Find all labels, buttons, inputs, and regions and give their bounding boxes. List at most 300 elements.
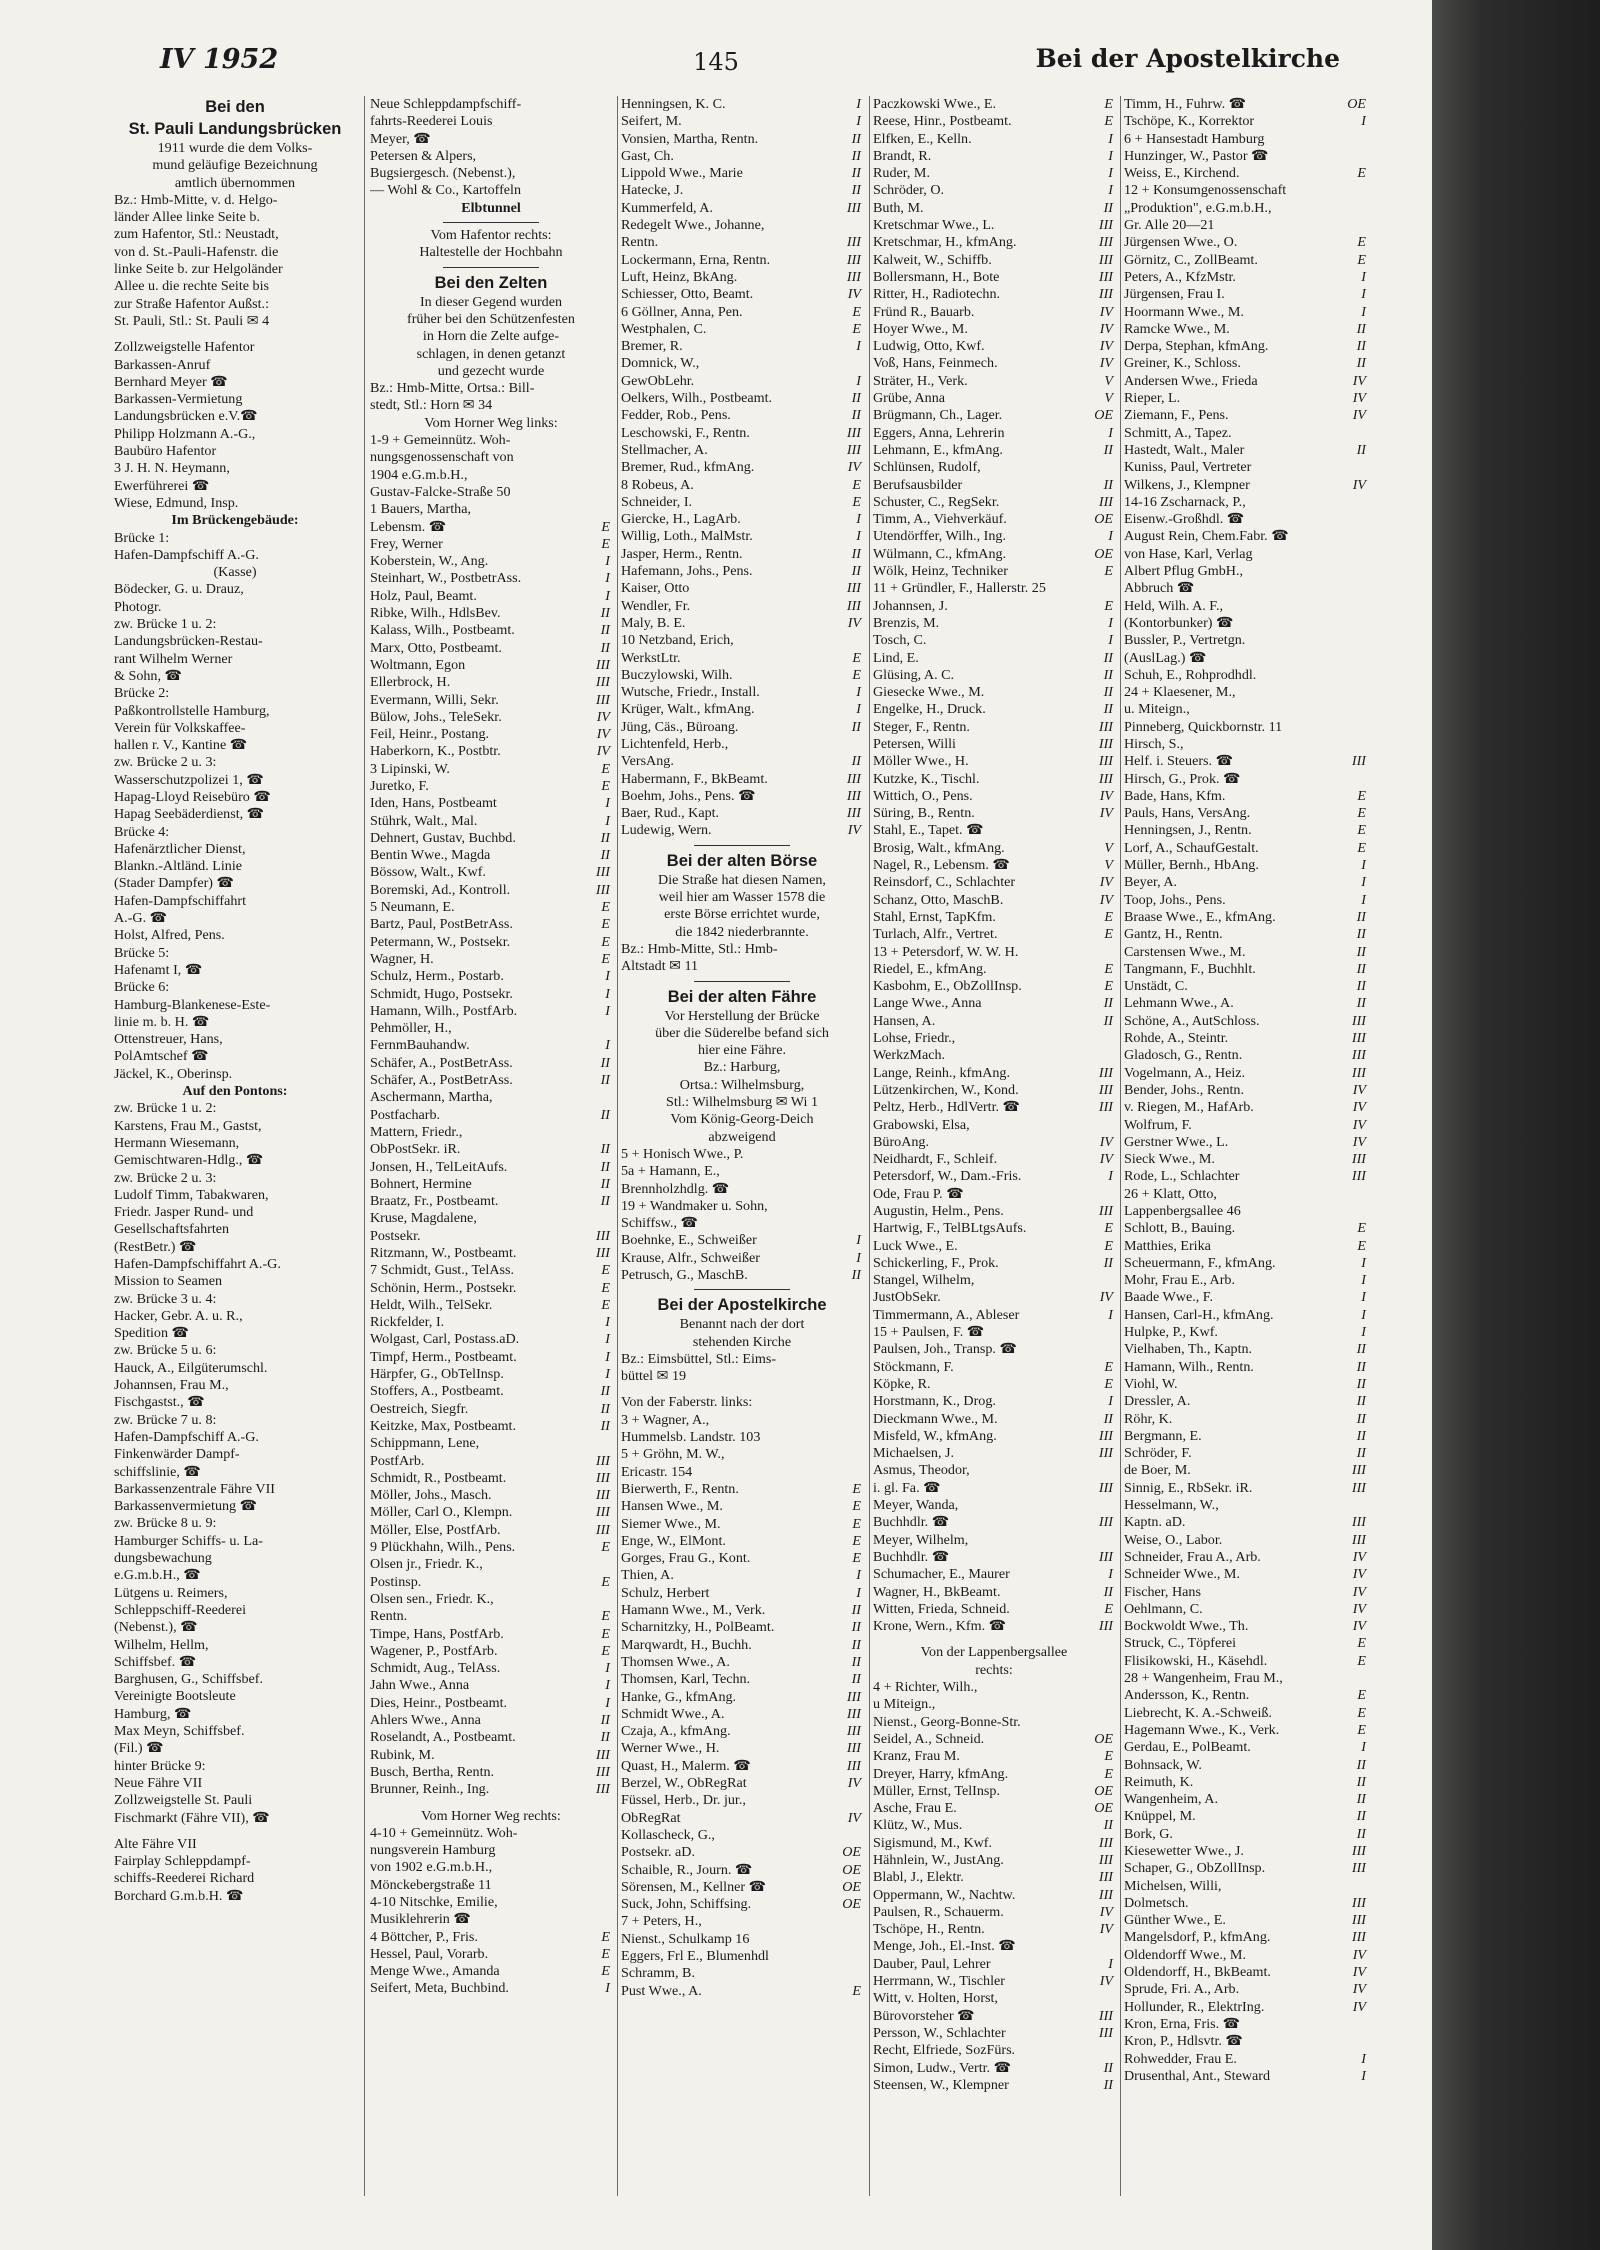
directory-line (621, 304, 863, 321)
entry-text: Lockermann, Erna, Rentn. (621, 251, 771, 268)
directory-line (621, 1948, 863, 1965)
entry-text: St. Pauli Landungsbrücken (128, 120, 342, 138)
section-rule (370, 262, 612, 272)
directory-line (370, 1608, 612, 1625)
floor-tag: I (1361, 286, 1366, 303)
entry-text: Zollzweigstelle St. Pauli (114, 1792, 253, 1809)
column-divider (869, 96, 870, 2196)
directory-line (621, 1498, 863, 1515)
entry-text: Bohnert, Hermine (370, 1175, 472, 1192)
directory-line (370, 1539, 612, 1556)
directory-line (873, 1956, 1115, 1973)
floor-tag: II (1103, 701, 1113, 718)
directory-line (873, 234, 1115, 251)
entry-text: JustObSekr. (873, 1289, 941, 1306)
entry-text: Möller, Carl O., Klempn. (370, 1504, 513, 1521)
directory-line (114, 1836, 356, 1853)
entry-text: Schneider, I. (621, 493, 693, 510)
directory-line (873, 1099, 1115, 1116)
directory-line (1124, 1532, 1368, 1549)
directory-line (1124, 736, 1368, 753)
directory-line (873, 1272, 1115, 1289)
directory-line (114, 1827, 356, 1836)
directory-line (873, 442, 1115, 459)
entry-text: Hollunder, R., ElektrIng. (1124, 1998, 1265, 2015)
entry-text: Wasserschutzpolizei 1, ☎ (114, 771, 264, 788)
directory-line (1124, 961, 1368, 978)
floor-tag: II (1103, 2059, 1113, 2076)
directory-line (873, 632, 1115, 649)
entry-text: Fairplay Schleppdampf- (114, 1853, 251, 1870)
entry-text: und gezecht wurde (437, 362, 545, 379)
entry-text: Bei der Apostelkirche (657, 1296, 827, 1315)
directory-line (114, 1429, 356, 1446)
directory-line (873, 1393, 1115, 1410)
floor-tag: IV (1099, 874, 1113, 891)
entry-text: hallen r. V., Kantine ☎ (114, 737, 248, 754)
directory-line (621, 528, 863, 545)
entry-text: Tschöpe, K., Korrektor (1124, 113, 1255, 130)
directory-line (370, 1825, 612, 1842)
directory-line (621, 1550, 863, 1567)
directory-line (1124, 1670, 1368, 1687)
directory-line (1124, 1117, 1368, 1134)
entry-text: Keitzke, Max, Postbeamt. (370, 1417, 516, 1434)
entry-text: Marqwardt, H., Buchh. (621, 1636, 752, 1653)
directory-line (873, 926, 1115, 943)
directory-line (370, 1435, 612, 1452)
floor-tag: IV (1099, 1973, 1113, 1990)
entry-text: Feil, Heinr., Postang. (370, 726, 490, 743)
floor-tag: I (1108, 1393, 1113, 1410)
floor-tag: II (1356, 355, 1366, 372)
floor-tag: OE (1094, 407, 1113, 424)
directory-line (370, 692, 612, 709)
directory-line (873, 1714, 1115, 1731)
directory-line (114, 599, 356, 616)
directory-line (873, 805, 1115, 822)
floor-tag: III (846, 580, 861, 597)
entry-text: Wolfrum, F. (1124, 1116, 1192, 1133)
directory-line (873, 978, 1115, 995)
directory-line (1124, 511, 1368, 528)
directory-line (873, 1341, 1115, 1358)
entry-text: (AuslLag.) ☎ (1124, 649, 1207, 666)
entry-text: Hauck, A., Eilgüterumschl. (114, 1359, 268, 1376)
entry-text: Wagner, H., BkBeamt. (873, 1583, 1001, 1600)
directory-line (873, 1696, 1115, 1713)
floor-tag: II (1356, 926, 1366, 943)
entry-text: Gesellschaftsfahrten (114, 1221, 230, 1238)
directory-line (621, 650, 863, 667)
floor-tag: E (1104, 908, 1113, 925)
directory-line (1124, 563, 1368, 580)
directory-line (621, 459, 863, 476)
entry-text: Rickfelder, I. (370, 1314, 445, 1331)
directory-line (114, 1446, 356, 1463)
directory-line (873, 217, 1115, 234)
directory-line (370, 916, 612, 933)
directory-line (1124, 1099, 1368, 1116)
entry-text: Bork, G. (1124, 1825, 1173, 1842)
section-heading (114, 96, 356, 118)
directory-line (621, 269, 863, 286)
entry-text: Marx, Otto, Postbeamt. (370, 639, 502, 656)
entry-text: 5a + Hamann, E., (621, 1163, 720, 1180)
entry-text: Kron, Erna, Fris. ☎ (1124, 2015, 1241, 2032)
floor-tag: III (1351, 1929, 1366, 1946)
entry-text: Krone, Wern., Kfm. ☎ (873, 1618, 1007, 1635)
floor-tag: IV (1099, 805, 1113, 822)
directory-line (114, 1853, 356, 1870)
entry-text: Blabl, J., Elektr. (873, 1869, 964, 1886)
floor-tag: I (605, 1348, 610, 1365)
directory-line (873, 1445, 1115, 1462)
directory-line (621, 1385, 863, 1394)
directory-line (370, 1963, 612, 1980)
entry-text: Wilhelm, Hellm, (114, 1636, 209, 1653)
entry-text: Tschöpe, H., Rentn. (873, 1921, 985, 1938)
directory-line (1124, 1255, 1368, 1272)
directory-line (1124, 1549, 1368, 1566)
directory-line (1124, 1566, 1368, 1583)
directory-line (621, 1896, 863, 1913)
floor-tag: II (851, 147, 861, 164)
entry-text: Gerstner Wwe., L. (1124, 1133, 1229, 1150)
directory-line (1124, 1376, 1368, 1393)
entry-text: Hansen Wwe., M. (621, 1498, 723, 1515)
entry-text: Landungsbrücken e.V.☎ (114, 408, 258, 425)
directory-line (621, 805, 863, 822)
directory-line (1124, 1168, 1368, 1185)
entry-text: Rohde, A., Steintr. (1124, 1030, 1229, 1047)
entry-text: Borchard G.m.b.H. ☎ (114, 1887, 244, 1904)
directory-line (370, 570, 612, 587)
directory-line (621, 1446, 863, 1463)
entry-text: Lorf, A., SchaufGestalt. (1124, 839, 1259, 856)
floor-tag: IV (596, 726, 610, 743)
directory-line (1124, 459, 1368, 476)
directory-line (1124, 2033, 1368, 2050)
entry-text: Kalass, Wilh., Postbeamt. (370, 622, 515, 639)
directory-line (621, 407, 863, 424)
floor-tag: E (1357, 1220, 1366, 1237)
directory-line (1124, 131, 1368, 148)
entry-text: Krüger, Walt., kfmAng. (621, 701, 755, 718)
entry-text: Hafen-Dampfschiff A.-G. (114, 1428, 259, 1445)
entry-text: Stangel, Wilhelm, (873, 1272, 975, 1289)
entry-text: Bössow, Walt., Kwf. (370, 864, 486, 881)
directory-line (1124, 269, 1368, 286)
directory-line (1124, 1635, 1368, 1652)
directory-line (114, 175, 356, 192)
directory-line (873, 1904, 1115, 1921)
entry-text: Ewerführerei ☎ (114, 477, 210, 494)
entry-text: Schramm, B. (621, 1965, 695, 1982)
entry-text: zw. Brücke 3 u. 4: (114, 1290, 217, 1307)
floor-tag: II (1356, 978, 1366, 995)
entry-text: Leschowski, F., Rentn. (621, 424, 750, 441)
directory-line (370, 1193, 612, 1210)
entry-text: von d. St.-Pauli-Hafenstr. die (114, 243, 279, 260)
entry-text: Gast, Ch. (621, 147, 674, 164)
entry-text: Peltz, Herb., HdlVertr. ☎ (873, 1099, 1021, 1116)
entry-text: Hamann Wwe., M., Verk. (621, 1602, 766, 1619)
directory-line (621, 1042, 863, 1059)
floor-tag: IV (1352, 1566, 1366, 1583)
floor-tag: I (1361, 857, 1366, 874)
floor-tag: II (1356, 1427, 1366, 1444)
floor-tag: E (601, 1642, 610, 1659)
entry-text: Dieckmann Wwe., M. (873, 1410, 998, 1427)
entry-text: mund geläufige Bezeichnung (152, 157, 318, 174)
entry-text: 4-10 + Gemeinnütz. Woh- (370, 1824, 518, 1841)
floor-tag: V (1104, 372, 1113, 389)
entry-text: 14-16 Zscharnack, P., (1124, 493, 1246, 510)
directory-line (370, 1262, 612, 1279)
directory-line (370, 519, 612, 536)
directory-line (873, 1186, 1115, 1203)
entry-text: Asche, Frau E. (873, 1800, 957, 1817)
directory-line (114, 875, 356, 892)
floor-tag: I (605, 968, 610, 985)
entry-text: Seidel, A., Schneid. (873, 1730, 985, 1747)
floor-tag: E (852, 666, 861, 683)
floor-tag: IV (1352, 1133, 1366, 1150)
floor-tag: E (1357, 1721, 1366, 1738)
entry-text: Oldendorff Wwe., M. (1124, 1946, 1246, 1963)
entry-text: Greiner, K., Schloss. (1124, 355, 1241, 372)
directory-line (114, 772, 356, 789)
entry-text: hinter Brücke 9: (114, 1757, 206, 1774)
directory-line (1124, 1895, 1368, 1912)
entry-text: Altstadt ✉ 11 (621, 958, 699, 975)
entry-text: PolAmtschef ☎ (114, 1048, 209, 1065)
floor-tag: III (1098, 1514, 1113, 1531)
floor-tag: III (1098, 493, 1113, 510)
entry-text: Bussler, P., Vertretgn. (1124, 632, 1246, 649)
floor-tag: III (1351, 1479, 1366, 1496)
directory-line (114, 1187, 356, 1204)
directory-line (114, 1870, 356, 1887)
entry-text: Bz.: Hmb-Mitte, Ortsa.: Bill- (370, 380, 535, 397)
floor-tag: I (605, 570, 610, 587)
entry-text: linie m. b. H. ☎ (114, 1013, 210, 1030)
floor-tag: III (595, 1504, 610, 1521)
directory-line (370, 1808, 612, 1825)
directory-line (621, 788, 863, 805)
floor-tag: I (1108, 147, 1113, 164)
directory-line (1124, 1826, 1368, 1843)
floor-tag: I (1108, 1955, 1113, 1972)
floor-tag: III (595, 674, 610, 691)
floor-tag: III (846, 805, 861, 822)
entry-text: BüroAng. (873, 1133, 929, 1150)
directory-line (621, 1008, 863, 1025)
entry-text: Michelsen, Willi, (1124, 1877, 1222, 1894)
entry-text: Giesecke Wwe., M. (873, 684, 985, 701)
floor-tag: E (601, 1573, 610, 1590)
floor-tag: I (1361, 1324, 1366, 1341)
entry-text: Reinsdorf, C., Schlachter (873, 874, 1016, 891)
directory-line (114, 244, 356, 261)
directory-line (370, 484, 612, 501)
directory-line (873, 1411, 1115, 1428)
floor-tag: III (1098, 268, 1113, 285)
floor-tag: E (1104, 1765, 1113, 1782)
entry-text: de Boer, M. (1124, 1462, 1191, 1479)
entry-text: Enge, W., ElMont. (621, 1532, 726, 1549)
entry-text: Werner Wwe., H. (621, 1740, 720, 1757)
directory-line (114, 1325, 356, 1342)
entry-text: Härpfer, G., ObTelInsp. (370, 1366, 504, 1383)
floor-tag: II (1356, 1358, 1366, 1375)
entry-text: Baade Wwe., F. (1124, 1289, 1214, 1306)
directory-line (873, 269, 1115, 286)
directory-line (873, 1644, 1115, 1661)
floor-tag: III (1098, 753, 1113, 770)
directory-line (370, 397, 612, 414)
entry-text: Reese, Hinr., Postbeamt. (873, 113, 1012, 130)
directory-line (370, 1574, 612, 1591)
directory-line (873, 615, 1115, 632)
directory-line (114, 1394, 356, 1411)
entry-text: Eggers, Frl E., Blumenhdl (621, 1947, 769, 1964)
entry-text: Hessel, Paul, Vorarb. (370, 1945, 489, 1962)
directory-line (1124, 1757, 1368, 1774)
floor-tag: I (1361, 1254, 1366, 1271)
entry-text: Vom Hafentor rechts: (430, 227, 552, 244)
directory-line (873, 736, 1115, 753)
directory-line (370, 1643, 612, 1660)
floor-tag: III (1351, 1462, 1366, 1479)
entry-text: Paßkontrollstelle Hamburg, (114, 702, 270, 719)
floor-tag: E (601, 1945, 610, 1962)
directory-line (1124, 1065, 1368, 1082)
floor-tag: III (846, 770, 861, 787)
floor-tag: II (1103, 649, 1113, 666)
directory-line (370, 951, 612, 968)
entry-text: Buchhdlr. ☎ (873, 1514, 950, 1531)
entry-text: Scheuermann, F., kfmAng. (1124, 1254, 1276, 1271)
entry-text: Habermann, F., BkBeamt. (621, 770, 768, 787)
entry-text: Spedition ☎ (114, 1325, 190, 1342)
entry-text: Lange Wwe., Anna (873, 995, 982, 1012)
entry-text: Engelke, H., Druck. (873, 701, 986, 718)
entry-text: Derpa, Stephan, kfmAng. (1124, 338, 1269, 355)
entry-text: Stellmacher, A. (621, 441, 708, 458)
entry-text: 5 Neumann, E. (370, 899, 455, 916)
entry-text: 9 Plückhahn, Wilh., Pens. (370, 1539, 516, 1556)
directory-line (1124, 1705, 1368, 1722)
section-heading (621, 850, 863, 872)
directory-line (873, 1255, 1115, 1272)
entry-text: Brandt, R. (873, 147, 932, 164)
entry-text: Matthies, Erika (1124, 1237, 1211, 1254)
directory-line (370, 1764, 612, 1781)
entry-text: Hamann, Wilh., Rentn. (1124, 1358, 1254, 1375)
floor-tag: II (600, 1400, 610, 1417)
directory-line (1124, 598, 1368, 615)
directory-line (370, 1487, 612, 1504)
entry-text: zur Straße Hafentor Außst.: (114, 295, 269, 312)
directory-line (370, 622, 612, 639)
floor-tag: III (1098, 1886, 1113, 1903)
floor-tag: II (1356, 995, 1366, 1012)
directory-line (114, 1602, 356, 1619)
entry-text: Zollzweigstelle Hafentor (114, 339, 255, 356)
entry-text: Hulpke, P., Kwf. (1124, 1324, 1218, 1341)
entry-text: Herrmann, W., Tischler (873, 1973, 1005, 1990)
directory-line (873, 2025, 1115, 2042)
floor-tag: IV (1352, 1998, 1366, 2015)
entry-text: Lützenkirchen, W., Kond. (873, 1081, 1019, 1098)
directory-line (621, 1965, 863, 1982)
floor-tag: II (600, 1054, 610, 1071)
directory-line (621, 941, 863, 958)
entry-text: Oelkers, Wilh., Postbeamt. (621, 390, 773, 407)
floor-tag: III (846, 1705, 861, 1722)
entry-text: Buchhdlr. ☎ (873, 1548, 950, 1565)
entry-text: Philipp Holzmann A.-G., (114, 425, 256, 442)
entry-text: Hagemann Wwe., K., Verk. (1124, 1721, 1280, 1738)
floor-tag: III (1351, 1012, 1366, 1029)
directory-line (1124, 1981, 1368, 1998)
directory-line (114, 1888, 356, 1905)
directory-line (1124, 373, 1368, 390)
directory-line (621, 1351, 863, 1368)
floor-tag: III (1098, 1548, 1113, 1565)
entry-text: In dieser Gegend wurden (419, 293, 563, 310)
entry-text: Hafen-Dampfschiff A.-G. (114, 546, 259, 563)
floor-tag: I (1361, 1272, 1366, 1289)
entry-text: (Nebenst.), ☎ (114, 1619, 198, 1636)
entry-text: Michaelsen, J. (873, 1445, 955, 1462)
entry-text: Hafenärztlicher Dienst, (114, 840, 246, 857)
entry-text: Schönin, Herm., Postsekr. (370, 1279, 517, 1296)
entry-text: Andersson, K., Rentn. (1124, 1687, 1250, 1704)
entry-text: zw. Brücke 8 u. 9: (114, 1515, 217, 1532)
directory-line (873, 131, 1115, 148)
entry-text: Grabowski, Elsa, (873, 1116, 970, 1133)
entry-text: Finkenwärder Dampf- (114, 1446, 240, 1463)
entry-text: Dolmetsch. (1124, 1894, 1189, 1911)
entry-text: Carstensen Wwe., M. (1124, 943, 1246, 960)
floor-tag: I (1361, 303, 1366, 320)
directory-line (1124, 234, 1368, 251)
entry-text: Lind, E. (873, 649, 919, 666)
floor-tag: II (600, 1729, 610, 1746)
floor-tag: III (846, 199, 861, 216)
directory-line (114, 789, 356, 806)
floor-tag: IV (1099, 320, 1113, 337)
directory-line (370, 553, 612, 570)
entry-text: Czaja, A., kfmAng. (621, 1723, 731, 1740)
directory-line (114, 426, 356, 443)
directory-line (114, 703, 356, 720)
floor-tag: II (1103, 1012, 1113, 1029)
directory-column-1 (114, 96, 356, 2196)
floor-tag: IV (1352, 1946, 1366, 1963)
floor-tag: II (1103, 476, 1113, 493)
entry-text: Hamann, Wilh., PostfArb. (370, 1002, 518, 1019)
directory-line (1124, 1722, 1368, 1739)
entry-text: Ellerbrock, H. (370, 674, 451, 691)
entry-text: Weise, O., Labor. (1124, 1531, 1223, 1548)
floor-tag: E (852, 1515, 861, 1532)
entry-text: Gustav-Falcke-Straße 50 (370, 483, 511, 500)
entry-text: Pauls, Hans, VersAng. (1124, 805, 1251, 822)
